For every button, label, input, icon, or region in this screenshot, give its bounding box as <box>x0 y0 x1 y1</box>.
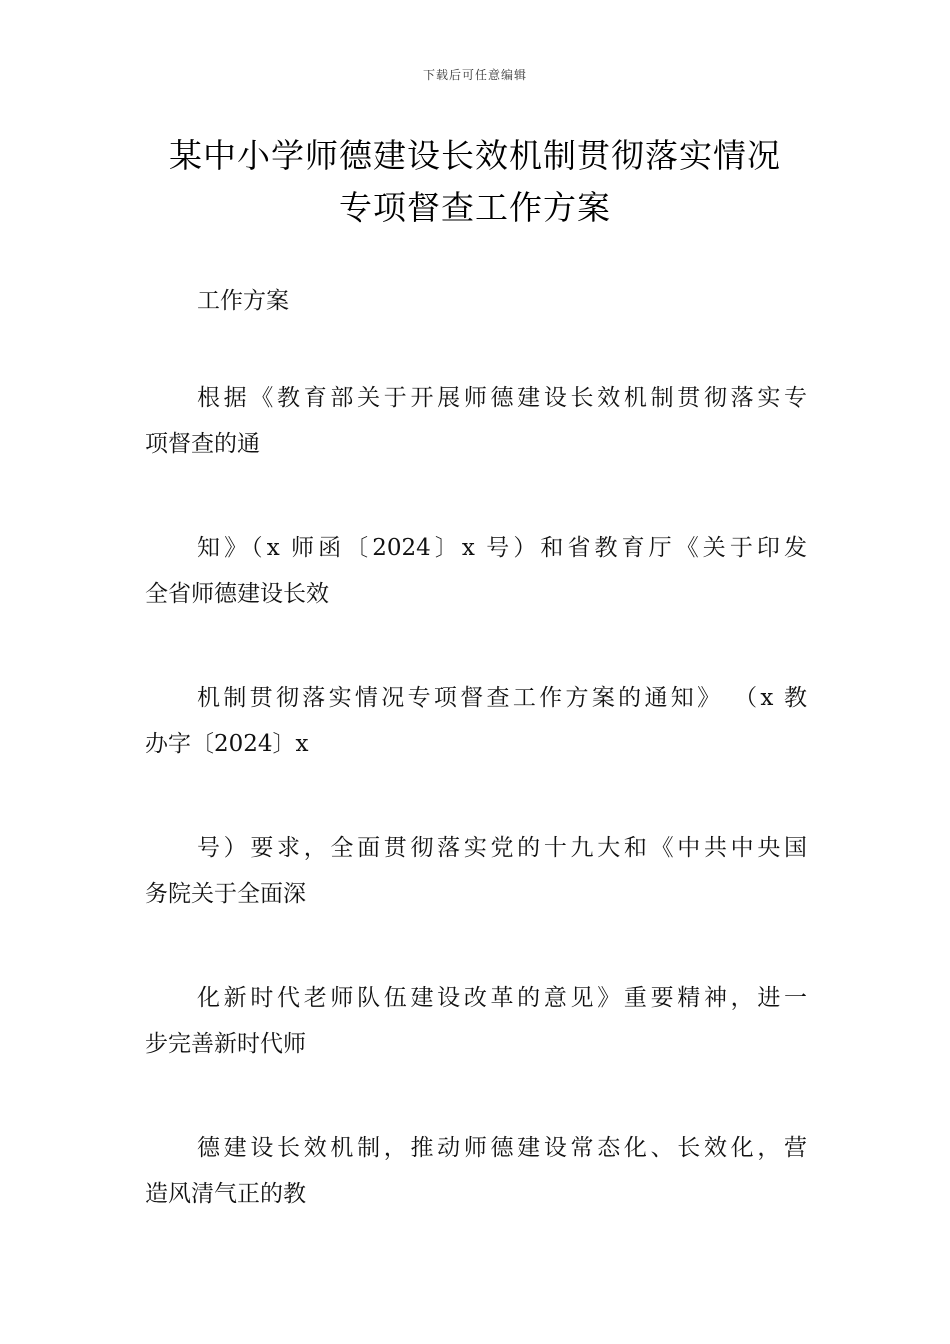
section-heading <box>145 278 807 324</box>
body-paragraph <box>145 825 807 917</box>
paragraph-line: 造风清气正的教 <box>145 1181 306 1207</box>
paragraph-line: 务院关于全面深 <box>145 881 306 907</box>
paragraph-line: 化新时代老师队伍建设改革的意见》重要精神，进一 <box>197 985 807 1011</box>
header-note: 下载后可任意编辑 <box>422 68 527 82</box>
paragraph-line: 全省师德建设长效 <box>145 581 329 607</box>
paragraph-line: 机制贯彻落实情况专项督查工作方案的通知》 （x 教 <box>197 685 807 711</box>
paragraph-line: 根据《教育部关于开展师德建设长效机制贯彻落实专 <box>197 385 807 411</box>
body-paragraph <box>145 525 807 617</box>
paragraph-line: 号）要求，全面贯彻落实党的十九大和《中共中央国 <box>197 835 807 861</box>
section-heading-text: 工作方案 <box>197 288 289 314</box>
paragraph-line: 办字〔2024〕x <box>145 731 309 757</box>
document-title-line-2: 专项督查工作方案 <box>339 188 611 227</box>
body-paragraph <box>145 375 807 467</box>
paragraph-line: 步完善新时代师 <box>145 1031 306 1057</box>
body-paragraph <box>145 975 807 1067</box>
paragraph-line: 项督查的通 <box>145 431 260 457</box>
document-title-line-1: 某中小学师德建设长效机制贯彻落实情况 <box>169 136 781 175</box>
paragraph-line: 知》（x 师函〔2024〕x 号）和省教育厅《关于印发 <box>197 535 807 561</box>
paragraph-line: 德建设长效机制，推动师德建设常态化、长效化，营 <box>197 1135 807 1161</box>
body-paragraph <box>145 675 807 767</box>
body-paragraph <box>145 1125 807 1217</box>
